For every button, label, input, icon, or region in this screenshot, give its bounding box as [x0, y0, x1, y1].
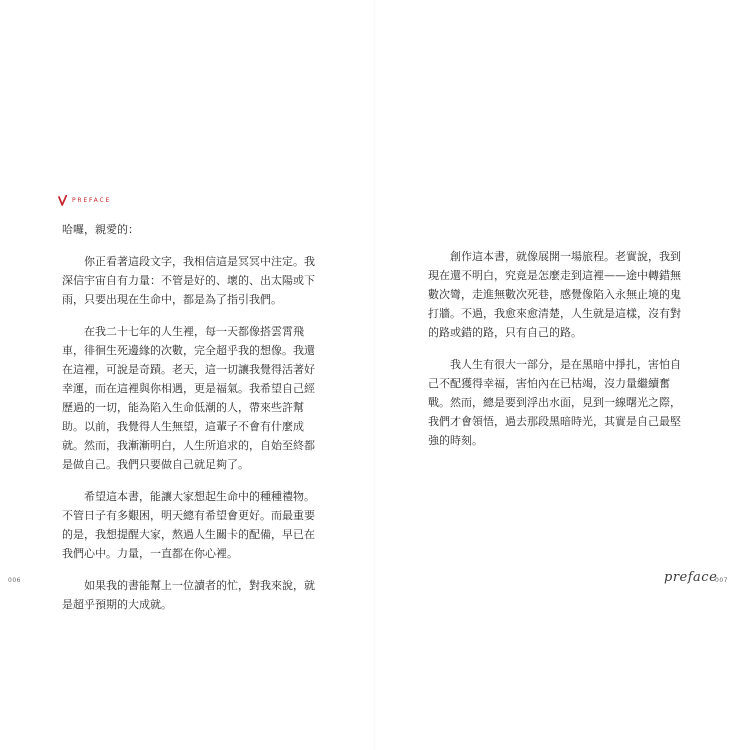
- preface-kicker: PREFACE: [72, 197, 112, 204]
- right-body-text: [428, 247, 688, 463]
- left-body-text: [62, 220, 320, 627]
- salutation: 哈囉，親愛的：: [62, 223, 139, 236]
- right-page: [375, 0, 750, 750]
- left-paragraph-1: 你正看著這段文字，我相信這是冥冥中注定。我深信宇宙自有力量：不管是好的、壞的、出太陽或下雨，只要出現在生命中，都是為了指引我們。: [62, 255, 315, 306]
- left-page-number: 006: [8, 577, 21, 584]
- red-check-v-icon: [58, 195, 67, 206]
- preface-script-footer: preface: [664, 570, 718, 585]
- left-paragraph-3: 希望這本書，能讓大家想起生命中的種種禮物。不管日子有多艱困，明天總有希望會更好。而最重要的是，我想提醒大家，熬過人生關卡的配備，早已在我們心中。力量，一直都在你心裡。: [62, 490, 315, 560]
- right-paragraph-1: 創作這本書，就像展開一場旅程。老實說，我到現在還不明白，究竟是怎麼走到這裡——途中轉錯無數次彎，走進無數次死巷，感覺像陷入永無止境的鬼打牆。不過，我愈來愈清楚，人生就是這樣，沒有對的路或錯的路，只有自己的路。: [428, 250, 681, 339]
- left-paragraph-2: 在我二十七年的人生裡，每一天都像搭雲霄飛車，徘徊生死邊緣的次數，完全超乎我的想像。我還在這裡，可說是奇蹟。老天，這一切讓我覺得活著好幸運，而在這裡與你相遇，更是福氣。我希望自己經歷過的一切，能為陷入生命低潮的人，帶來些許幫助。以前，我覺得人生無望，這輩子不會有什麼成就。然而，我漸漸明白，人生所追求的，自始至終都是做自己。我們只要做自己就足夠了。: [62, 325, 315, 471]
- right-page-number: 007: [715, 577, 728, 584]
- right-paragraph-2: 我人生有很大一部分，是在黑暗中掙扎，害怕自己不配獲得幸福，害怕內在已枯竭，沒力量繼續奮戰。然而，總是要到浮出水面，見到一線曙光之際，我們才會領悟，過去那段黑暗時光，其實是自己最堅強的時刻。: [428, 358, 681, 447]
- left-paragraph-4: 如果我的書能幫上一位讀者的忙，對我來說，就是超乎預期的大成就。: [62, 579, 315, 611]
- preface-header: [58, 195, 111, 206]
